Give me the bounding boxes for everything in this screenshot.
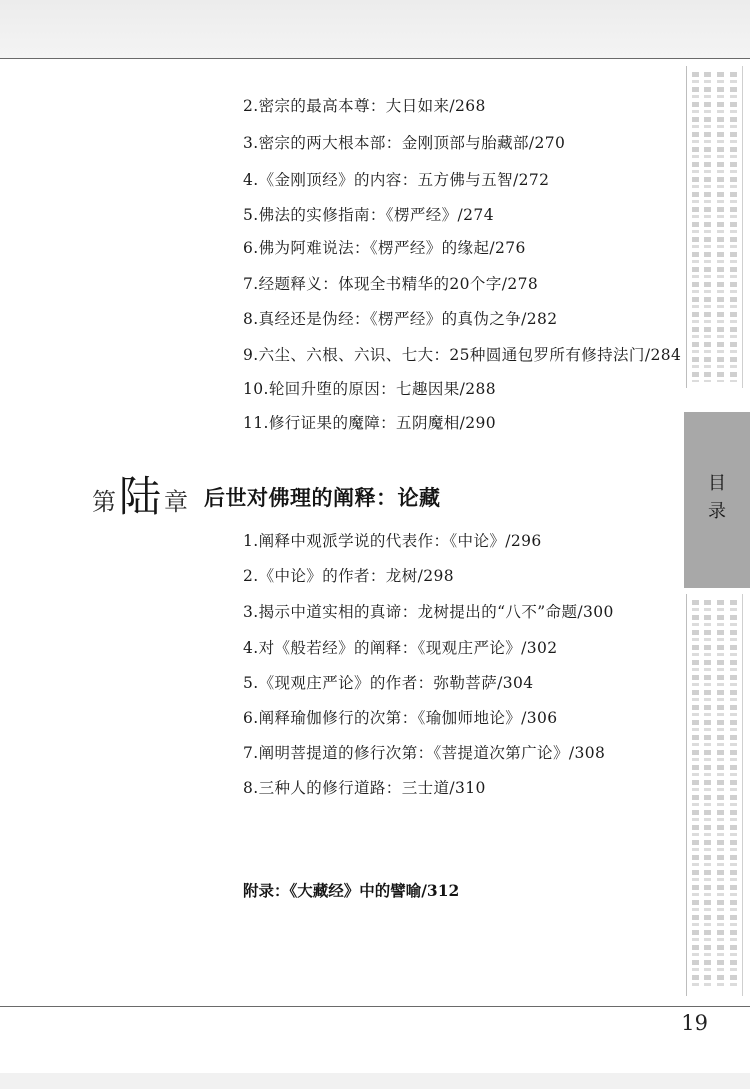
toc-tab-label bbox=[684, 470, 750, 526]
toc-entry-text: 10.轮回升堕的原因：七趣因果 bbox=[243, 380, 460, 398]
toc-entry-text: 7.经题释义：体现全书精华的20个字 bbox=[243, 275, 502, 293]
toc-entry-page: /272 bbox=[513, 171, 550, 189]
toc-entry[interactable] bbox=[243, 94, 486, 116]
side-decoration-top bbox=[684, 66, 750, 388]
appendix-page: /312 bbox=[421, 881, 460, 900]
toc-entry[interactable] bbox=[243, 741, 605, 763]
toc-entry[interactable] bbox=[243, 411, 496, 433]
toc-entry[interactable] bbox=[243, 564, 454, 586]
header-rule bbox=[0, 58, 750, 59]
side-decoration-bottom bbox=[684, 594, 750, 996]
toc-entry-text: 6.阐释瑜伽修行的次第：《瑜伽师地论》 bbox=[243, 709, 522, 727]
toc-entry-text: 8.真经还是伪经：《楞严经》的真伪之争 bbox=[243, 310, 522, 328]
toc-entry[interactable] bbox=[243, 203, 494, 225]
toc-entry[interactable] bbox=[243, 529, 542, 551]
toc-entry-page: /284 bbox=[644, 346, 682, 364]
toc-entry-page: /308 bbox=[568, 744, 606, 762]
toc-entry-page: /288 bbox=[459, 380, 497, 398]
footer-band bbox=[0, 1073, 750, 1089]
toc-entry[interactable] bbox=[243, 131, 565, 153]
toc-tab-char-2: 录 bbox=[708, 501, 726, 522]
toc-entry-text: 3.揭示中道实相的真谛：龙树提出的“八不”命题 bbox=[243, 603, 578, 621]
toc-side-tab bbox=[684, 412, 750, 588]
toc-entry-text: 7.阐明菩提道的修行次第：《菩提道次第广论》 bbox=[243, 744, 569, 762]
toc-entry-page: /282 bbox=[521, 310, 558, 328]
appendix-text: 附录：《大藏经》中的譬喻 bbox=[243, 881, 422, 900]
toc-entry[interactable] bbox=[243, 307, 558, 329]
toc-entry-text: 5.《现观庄严论》的作者：弥勒菩萨 bbox=[243, 674, 498, 692]
appendix-entry[interactable] bbox=[243, 879, 459, 901]
toc-entry[interactable] bbox=[243, 377, 496, 399]
toc-entry-text: 6.佛为阿难说法：《楞严经》的缘起 bbox=[243, 239, 490, 257]
toc-entry[interactable] bbox=[243, 600, 614, 622]
toc-entry-page: /276 bbox=[489, 239, 526, 257]
toc-entry-page: /296 bbox=[505, 532, 542, 550]
toc-entry-text: 2.《中论》的作者：龙树 bbox=[243, 567, 418, 585]
toc-entry[interactable] bbox=[243, 776, 486, 798]
toc-entry-text: 2.密宗的最高本尊：大日如来 bbox=[243, 97, 450, 115]
toc-entry-text: 4.《金刚顶经》的内容：五方佛与五智 bbox=[243, 171, 513, 189]
chapter-number: 陆 bbox=[119, 472, 162, 521]
toc-entry-page: /268 bbox=[449, 97, 486, 115]
toc-entry-page: /290 bbox=[459, 414, 497, 432]
toc-entry-page: /304 bbox=[497, 674, 534, 692]
toc-entry[interactable] bbox=[243, 343, 681, 365]
toc-entry-page: /274 bbox=[457, 206, 494, 224]
toc-entry-text: 9.六尘、六根、六识、七大：25种圆通包罗所有修持法门 bbox=[243, 346, 645, 364]
toc-entry-page: /278 bbox=[501, 275, 539, 293]
toc-entry-text: 3.密宗的两大根本部：金刚顶部与胎藏部 bbox=[243, 134, 529, 152]
toc-entry[interactable] bbox=[243, 636, 558, 658]
toc-entry-page: /306 bbox=[521, 709, 558, 727]
toc-entry-page: /270 bbox=[528, 134, 566, 152]
page-number: 19 bbox=[681, 1011, 708, 1035]
chapter-prefix: 第 bbox=[92, 488, 116, 516]
toc-entry-page: /300 bbox=[577, 603, 614, 621]
toc-entry[interactable] bbox=[243, 671, 534, 693]
toc-entry[interactable] bbox=[243, 236, 526, 258]
toc-entry-text: 11.修行证果的魔障：五阴魔相 bbox=[243, 414, 460, 432]
toc-entry[interactable] bbox=[243, 168, 549, 190]
chapter-suffix: 章 bbox=[164, 488, 188, 516]
toc-entry[interactable] bbox=[243, 272, 538, 294]
toc-tab-char-1: 目 bbox=[708, 473, 726, 494]
toc-entry-text: 5.佛法的实修指南：《楞严经》 bbox=[243, 206, 458, 224]
footer-rule bbox=[0, 1006, 750, 1007]
toc-entry[interactable] bbox=[243, 706, 558, 728]
toc-entry-text: 8.三种人的修行道路：三士道 bbox=[243, 779, 450, 797]
toc-entry-text: 4.对《般若经》的阐释：《现观庄严论》 bbox=[243, 639, 522, 657]
toc-entry-page: /298 bbox=[417, 567, 455, 585]
toc-entry-page: /310 bbox=[449, 779, 486, 797]
chapter-title: 后世对佛理的阐释：论藏 bbox=[204, 485, 441, 510]
header-band bbox=[0, 0, 750, 58]
toc-entry-page: /302 bbox=[521, 639, 558, 657]
toc-entry-text: 1.阐释中观派学说的代表作：《中论》 bbox=[243, 532, 506, 550]
